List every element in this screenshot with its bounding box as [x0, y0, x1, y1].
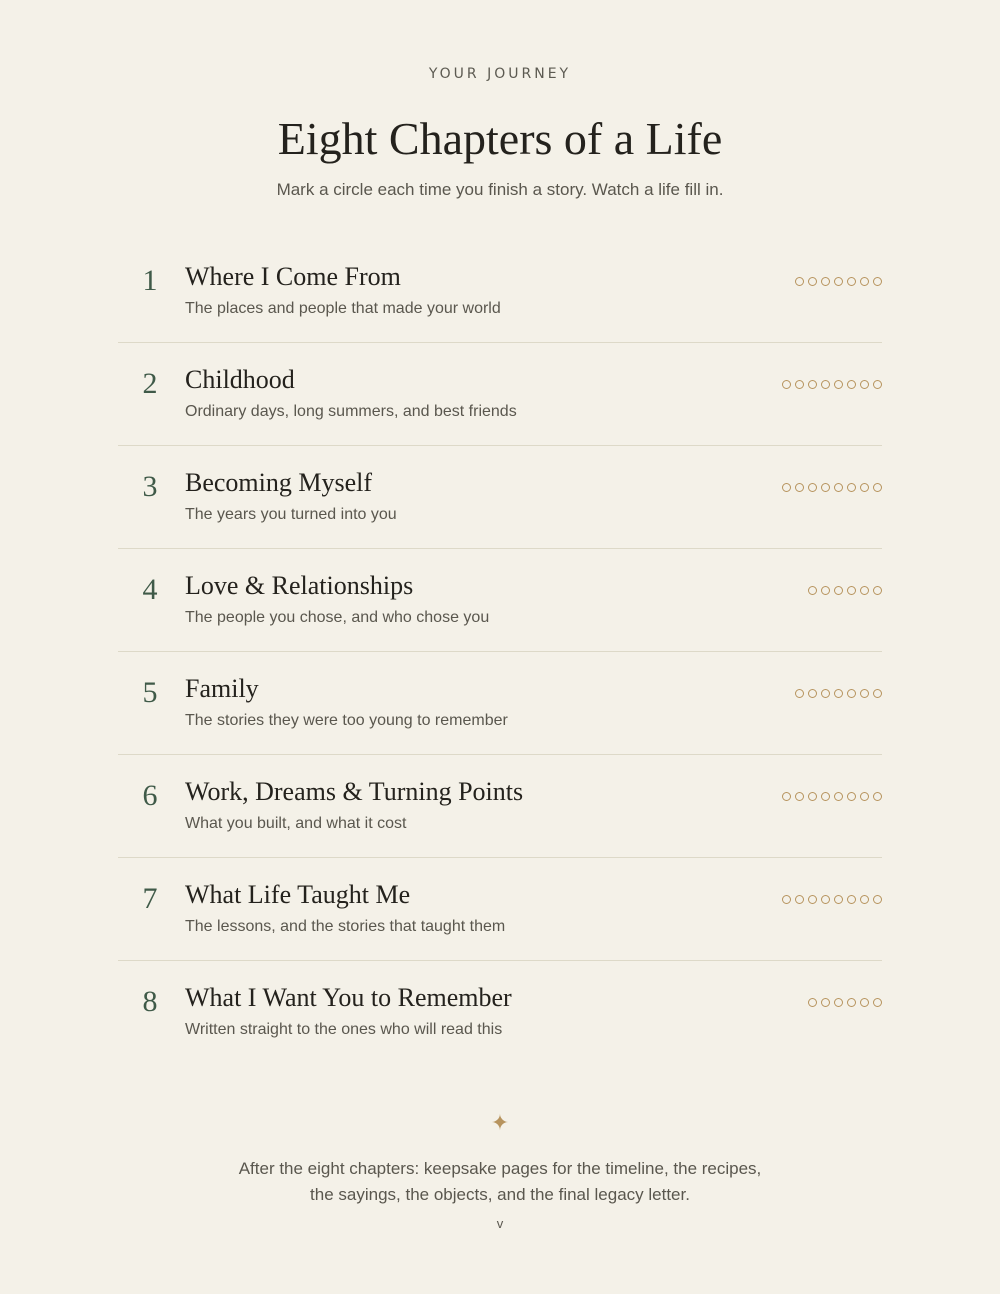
progress-circle[interactable] — [860, 483, 869, 492]
chapter-title: Childhood — [185, 365, 295, 394]
progress-circle[interactable] — [821, 895, 830, 904]
progress-circles — [808, 998, 882, 1007]
progress-circle[interactable] — [860, 998, 869, 1007]
chapter-row-4 — [118, 549, 882, 652]
chapter-title: Becoming Myself — [185, 468, 373, 497]
progress-circle[interactable] — [782, 895, 791, 904]
progress-circles — [782, 895, 882, 904]
chapter-description: What you built, and what it cost — [185, 815, 407, 832]
progress-circle[interactable] — [873, 277, 882, 286]
footer-line: the sayings, the objects, and the final legacy letter. — [310, 1185, 690, 1204]
progress-circle[interactable] — [847, 277, 856, 286]
progress-circle[interactable] — [821, 586, 830, 595]
footer-line: After the eight chapters: keepsake pages for the timeline, the recipes, — [238, 1159, 762, 1178]
eyebrow: YOUR JOURNEY — [428, 66, 572, 82]
progress-circle[interactable] — [795, 277, 804, 286]
progress-circle[interactable] — [860, 689, 869, 698]
chapter-row-2 — [118, 343, 882, 446]
progress-circle[interactable] — [873, 689, 882, 698]
progress-circle[interactable] — [795, 895, 804, 904]
chapter-description: Written straight to the ones who will read this — [185, 1021, 503, 1038]
progress-circle[interactable] — [847, 998, 856, 1007]
page-number: v — [496, 1216, 504, 1231]
progress-circle[interactable] — [795, 380, 804, 389]
chapter-row-6 — [118, 755, 882, 858]
chapter-title: What I Want You to Remember — [185, 983, 512, 1012]
progress-circle[interactable] — [847, 586, 856, 595]
progress-circle[interactable] — [782, 483, 791, 492]
progress-circle[interactable] — [834, 380, 843, 389]
chapter-row-8 — [118, 961, 882, 1064]
chapter-number: 7 — [142, 882, 158, 915]
progress-circle[interactable] — [860, 895, 869, 904]
progress-circle[interactable] — [808, 689, 817, 698]
chapter-row-1 — [118, 240, 882, 343]
progress-circle[interactable] — [873, 998, 882, 1007]
progress-circle[interactable] — [808, 380, 817, 389]
progress-circle[interactable] — [808, 277, 817, 286]
chapter-number: 1 — [142, 264, 158, 297]
chapter-title: Work, Dreams & Turning Points — [185, 777, 524, 806]
page-subtitle: Mark a circle each time you finish a story. Watch a life fill in. — [276, 180, 724, 199]
progress-circle[interactable] — [795, 689, 804, 698]
progress-circle[interactable] — [808, 998, 817, 1007]
progress-circle[interactable] — [873, 792, 882, 801]
chapter-description: The years you turned into you — [185, 506, 397, 523]
chapter-description: The lessons, and the stories that taught them — [185, 918, 506, 935]
four-point-star-icon: ✦ — [490, 1110, 510, 1135]
progress-circle[interactable] — [808, 483, 817, 492]
progress-circle[interactable] — [821, 689, 830, 698]
progress-circle[interactable] — [847, 380, 856, 389]
progress-circle[interactable] — [808, 586, 817, 595]
chapter-description: Ordinary days, long summers, and best friends — [185, 403, 517, 420]
page-title: Eight Chapters of a Life — [277, 113, 723, 164]
chapter-description: The people you chose, and who chose you — [185, 609, 490, 626]
progress-circles — [795, 277, 882, 286]
progress-circles — [782, 792, 882, 801]
chapter-number: 2 — [142, 367, 158, 400]
footer-note — [0, 1156, 1000, 1208]
chapter-number: 4 — [142, 573, 158, 606]
progress-circles — [808, 586, 882, 595]
progress-circle[interactable] — [795, 792, 804, 801]
chapter-title: What Life Taught Me — [185, 880, 411, 909]
chapter-number: 8 — [142, 985, 158, 1018]
progress-circle[interactable] — [821, 483, 830, 492]
progress-circle[interactable] — [834, 998, 843, 1007]
chapter-title: Love & Relationships — [185, 571, 414, 600]
chapter-list — [118, 240, 882, 1064]
progress-circle[interactable] — [821, 792, 830, 801]
progress-circle[interactable] — [873, 380, 882, 389]
progress-circle[interactable] — [847, 895, 856, 904]
chapter-number: 3 — [142, 470, 158, 503]
progress-circle[interactable] — [821, 998, 830, 1007]
progress-circle[interactable] — [834, 895, 843, 904]
progress-circles — [782, 483, 882, 492]
chapter-row-3 — [118, 446, 882, 549]
progress-circle[interactable] — [873, 586, 882, 595]
progress-circle[interactable] — [808, 792, 817, 801]
progress-circle[interactable] — [860, 792, 869, 801]
progress-circle[interactable] — [847, 483, 856, 492]
progress-circle[interactable] — [873, 483, 882, 492]
progress-circle[interactable] — [782, 380, 791, 389]
progress-circle[interactable] — [873, 895, 882, 904]
chapter-number: 6 — [142, 779, 158, 812]
progress-circle[interactable] — [834, 586, 843, 595]
chapter-description: The places and people that made your world — [185, 300, 501, 317]
progress-circles — [782, 380, 882, 389]
chapter-title: Family — [185, 674, 259, 703]
progress-circle[interactable] — [847, 689, 856, 698]
progress-circles — [795, 689, 882, 698]
chapter-row-5 — [118, 652, 882, 755]
progress-circle[interactable] — [860, 380, 869, 389]
progress-circle[interactable] — [834, 689, 843, 698]
progress-circle[interactable] — [808, 895, 817, 904]
progress-circle[interactable] — [795, 483, 804, 492]
progress-circle[interactable] — [834, 277, 843, 286]
progress-circle[interactable] — [782, 792, 791, 801]
progress-circle[interactable] — [821, 380, 830, 389]
chapter-description: The stories they were too young to remember — [185, 712, 508, 729]
progress-circle[interactable] — [860, 277, 869, 286]
chapter-number: 5 — [142, 676, 158, 709]
progress-circle[interactable] — [847, 792, 856, 801]
chapter-row-7 — [118, 858, 882, 961]
progress-circle[interactable] — [834, 792, 843, 801]
progress-circle[interactable] — [860, 586, 869, 595]
progress-circle[interactable] — [821, 277, 830, 286]
chapter-title: Where I Come From — [185, 262, 401, 291]
progress-circle[interactable] — [834, 483, 843, 492]
